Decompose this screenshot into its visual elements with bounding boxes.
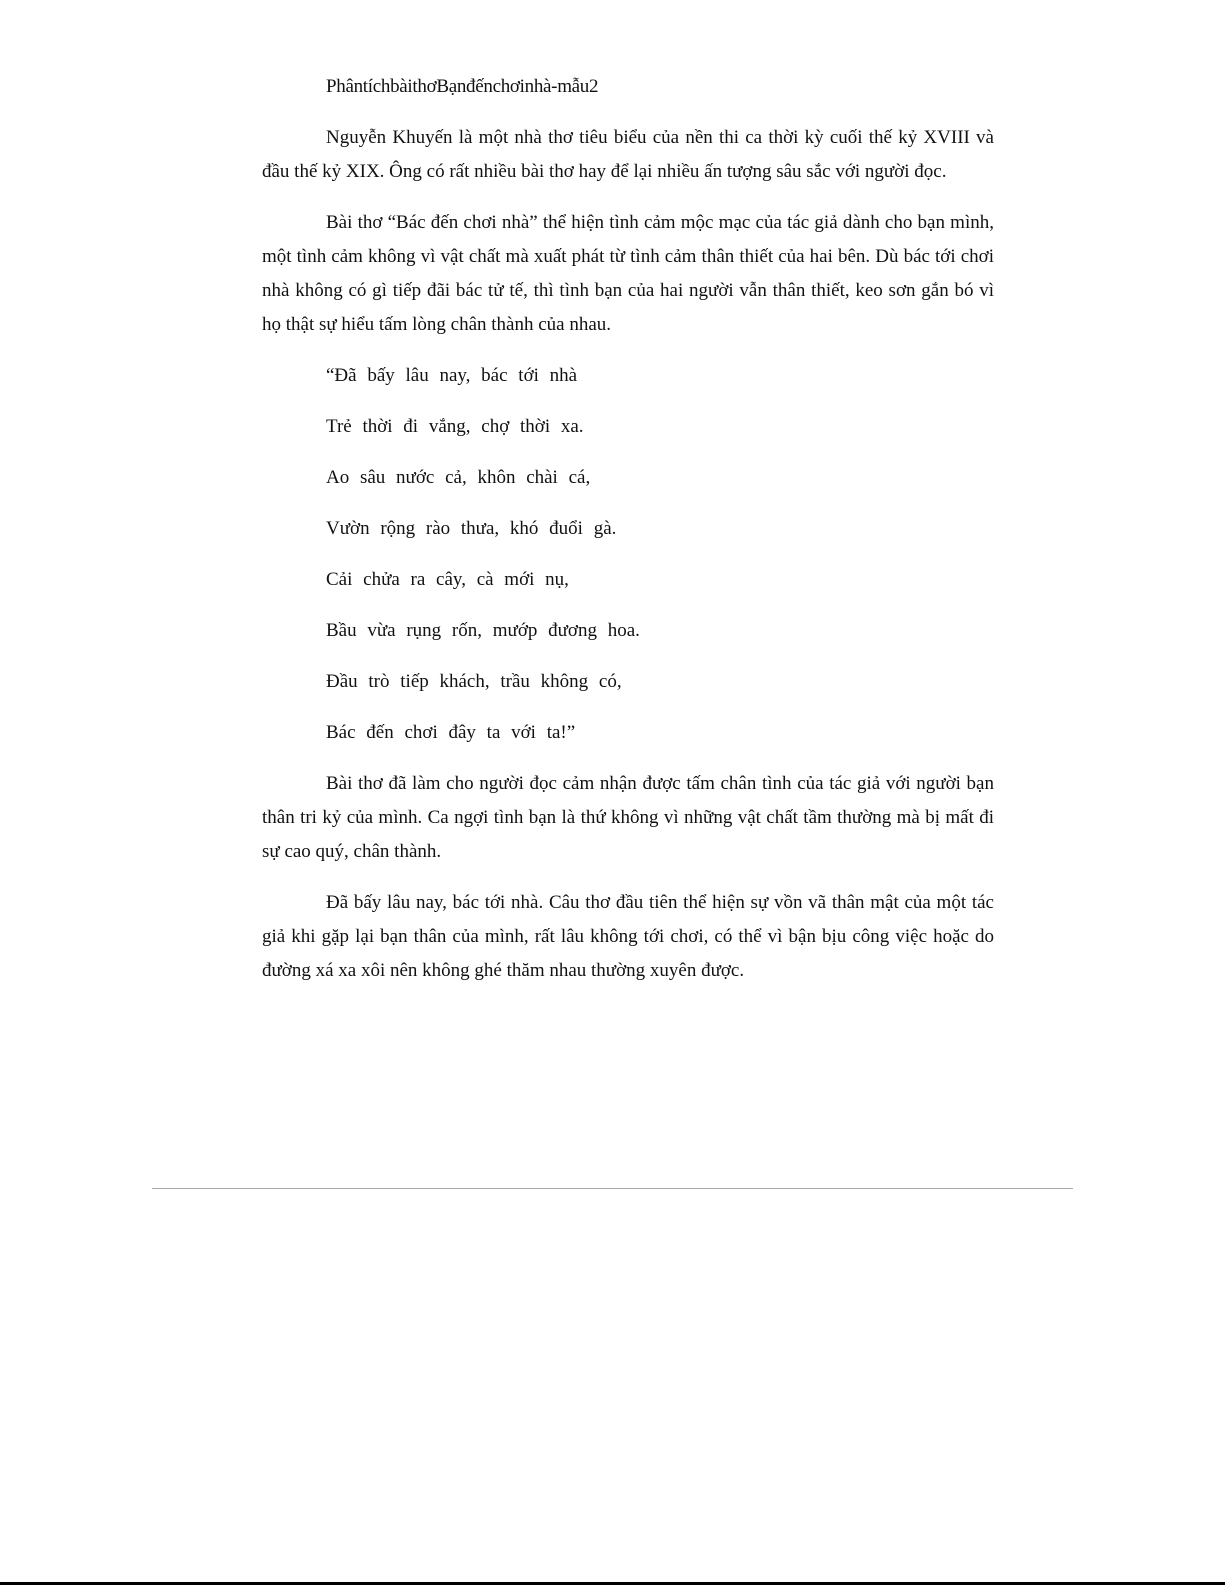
document-body <box>262 70 994 1005</box>
poem-block <box>262 359 994 750</box>
poem-line: Vườn rộng rào thưa, khó đuổi gà. <box>326 518 617 539</box>
poem-line: Ao sâu nước cả, khôn chài cá, <box>326 467 591 488</box>
document-title: PhântíchbàithơBạnđếnchơinhà-mẫu2 <box>326 76 599 97</box>
poem-line: Cải chửa ra cây, cà mới nụ, <box>326 569 569 590</box>
paragraph-analysis-friendship: Bài thơ đã làm cho người đọc cảm nhận được tấm chân tình của tác giả với người bạn thân tri kỷ của mình. Ca ngợi tình bạn là thứ không vì những vật chất tầm thường mà bị mất đi sự cao quý, chân thành. <box>262 773 994 862</box>
paragraph-intro-author: Nguyễn Khuyến là một nhà thơ tiêu biểu của nền thi ca thời kỳ cuối thế kỷ XVIII và đầu thế kỷ XIX. Ông có rất nhiều bài thơ hay để lại nhiều ấn tượng sâu sắc với người đọc. <box>262 127 994 182</box>
poem-line: Đầu trò tiếp khách, trầu không có, <box>326 671 622 692</box>
paragraph-analysis-first-line: Đã bấy lâu nay, bác tới nhà. Câu thơ đầu tiên thể hiện sự vồn vã thân mật của một tác giả khi gặp lại bạn thân của mình, rất lâu không tới chơi, có thể vì bận bịu công việc hoặc do đường xá xa xôi nên không ghé thăm nhau thường xuyên được. <box>262 892 994 981</box>
poem-line: “Đã bấy lâu nay, bác tới nhà <box>326 365 578 386</box>
paragraph-intro-poem: Bài thơ “Bác đến chơi nhà” thể hiện tình cảm mộc mạc của tác giả dành cho bạn mình, một tình cảm không vì vật chất mà xuất phát từ tình cảm thân thiết của hai bên. Dù bác tới chơi nhà không có gì tiếp đãi bác tử tế, thì tình bạn của hai người vẫn thân thiết, keo sơn gắn bó vì họ thật sự hiểu tấm lòng chân thành của nhau. <box>262 212 994 335</box>
poem-line: Bác đến chơi đây ta với ta!” <box>326 722 576 743</box>
poem-line: Trẻ thời đi vắng, chợ thời xa. <box>326 416 584 437</box>
page-divider <box>152 1188 1073 1189</box>
poem-line: Bầu vừa rụng rốn, mướp đương hoa. <box>326 620 640 641</box>
